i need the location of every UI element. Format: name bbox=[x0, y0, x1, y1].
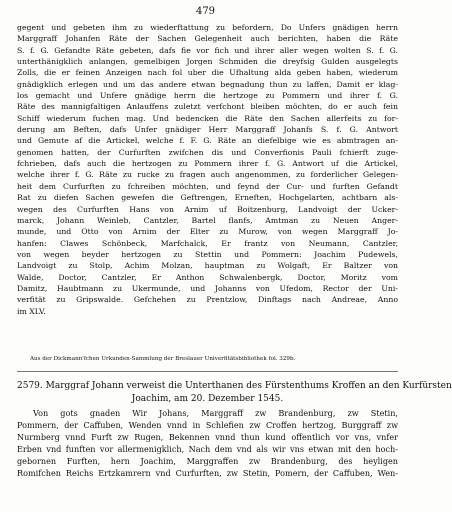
text-line: Erben vnd funften vor allermenigklich, Nach dem vnd als wir vns etwan mit den hoch- bbox=[17, 443, 398, 454]
text-line: wegen des Curfurften Hans von Arnim uf Boitzenburg, Landvoigt der Ucker- bbox=[17, 204, 398, 214]
text-line: Marggraff Johanfen Räte der Sachen Gelegenheit auch berichten, haben die Räte bbox=[17, 34, 398, 44]
text-line: Zolls, die er feinen Anzeigen nach fol uber die Ufhaltung alda geben haben, wiederum bbox=[17, 68, 398, 78]
text-line: los gemacht und Unfere gnädige herrn die hertzoge zu Pommern und ihrer f. G. bbox=[17, 91, 398, 101]
entry-title: Marggraf Johann verweist die Unterthanen des Fürstenthums Kroffen an den Kurfürsten bbox=[45, 381, 452, 391]
text-line: Räte des mannigfaltigen Anlauffens zuletzt verfchont bleiben möchten, do er auch fein bbox=[17, 102, 398, 112]
text-line: gnädigklich erlegen und um das andere etwan begnadung thun zu laffen, Damit er klag- bbox=[17, 79, 398, 89]
text-line: Landvoigt zu Stolp, Achim Molzan, hauptman zu Wolgaft, Er Baltzer von bbox=[17, 261, 398, 271]
entry-heading-line-1 bbox=[17, 380, 452, 393]
section-divider bbox=[17, 371, 398, 372]
text-line: gebornen Furften, hern Joachim, Marggraffen zw Brandenburg, des heyligen bbox=[17, 455, 398, 466]
text-line: Pommern, der Caffuben, Wenden vnnd in Schlefien zw Croffen hertzog, Burggraff zw bbox=[17, 419, 398, 430]
text-line: genomen hatten, der Curfurften zwifchen dis und Converfionis Pauli fchierft zuge- bbox=[17, 147, 398, 157]
text-line: von wegen beyder hertzogen zu Stettin und Pommern: Joachim Pudewels, bbox=[17, 249, 398, 259]
source-footnote: Aus der Dickmann'fchen Urkunden-Sammlung der Breslauer Univerfitätsbibliothek fol. 329b. bbox=[30, 356, 296, 362]
text-line: fchrieben, dafs auch die hertzogen zu Pommern ihrer f. G. Antwort uf die Artickel, bbox=[17, 159, 398, 169]
entry-heading bbox=[17, 380, 452, 406]
text-line: im XLV. bbox=[17, 306, 46, 316]
text-line: S. f. G. Gefandte Räte gebeten, dafs fie vor fich und ihrer aller wegen wolten S. f. G. bbox=[17, 45, 398, 55]
text-line: heit dem Curfurften zu fchreiben möchten, und feynd der Cur- und furften Gefandt bbox=[17, 181, 398, 191]
entry-body bbox=[17, 408, 398, 479]
text-line: marck, Johann Weinleb, Cantzler, Bartel flanfs, Amtman zu Neuen Anger- bbox=[17, 215, 398, 225]
text-line: Walde, Doctor, Cantzler, Er Anthon Schwalenbergk, Doctor, Moritz vom bbox=[17, 272, 398, 282]
page-number: 479 bbox=[195, 6, 216, 17]
text-line: unterthänigklich anlangen, gemelbigen Jorgen Schmiden die dreyfsig Gulden ausgelegts bbox=[17, 57, 398, 67]
text-line: Damitz, Haubtmann zu Ukermunde, und Johanns von Ufedom, Rector der Uni- bbox=[17, 283, 398, 293]
text-line: verfität zu Gripswalde. Gefchehen zu Prentzlow, Dinftags nach Andreae, Anno bbox=[17, 295, 398, 305]
entry-heading-line-2: Joachim, am 20. Dezember 1545. bbox=[131, 394, 284, 404]
text-line: hanfen: Clawes Schönbeck, Marfchalck, Er frantz von Neumann, Cantzler, bbox=[17, 238, 398, 248]
text-line: Nurmberg vnnd Furft zw Rugen, Bekennen vnnd thun kund offentlich vor vns, vnfer bbox=[17, 431, 398, 442]
entry-number: 2579. bbox=[17, 381, 43, 391]
text-line: derung am Beften, dafs Unfer gnädiger Herr Marggraff Johanfs S. f. G. Antwort bbox=[17, 125, 398, 135]
text-line: gegent und gebeten ihm zu wiederftattung zu befordern, Do Unfers gnädigen herrn bbox=[17, 23, 398, 32]
text-line: Schiff wiederum fuchen mag. Und bedencken die Räte den Sachen allerfeits zu for- bbox=[17, 113, 398, 123]
text-line: munde, und Otto von Arnim der Elter zu Murow, von wegen Marggraff Jo- bbox=[17, 227, 398, 237]
letter-body bbox=[17, 22, 398, 317]
text-line: Romifchen Reichs Ertzkamrern vnd Curfurften, zw Stetin, Pomern, der Caffuben, Wen- bbox=[17, 467, 398, 478]
text-line: welche ihrer f. G. Räte zu rucke zu fragen auch angenommen, zu forderlicher Gelegen- bbox=[17, 170, 398, 180]
text-line: Von gots gnaden Wir Johans, Marggraff zw Brandenburg, zw Stetin, bbox=[33, 408, 398, 418]
text-line: und Gemute af die Artickel, welche f. F. G. Räte an diefelbige wie es abmtragen an- bbox=[17, 136, 398, 146]
text-line: Rat zu diefen Sachen gewefen die Geftrengen, Erneften, Hochgelarten, achtbarn als- bbox=[17, 193, 398, 203]
